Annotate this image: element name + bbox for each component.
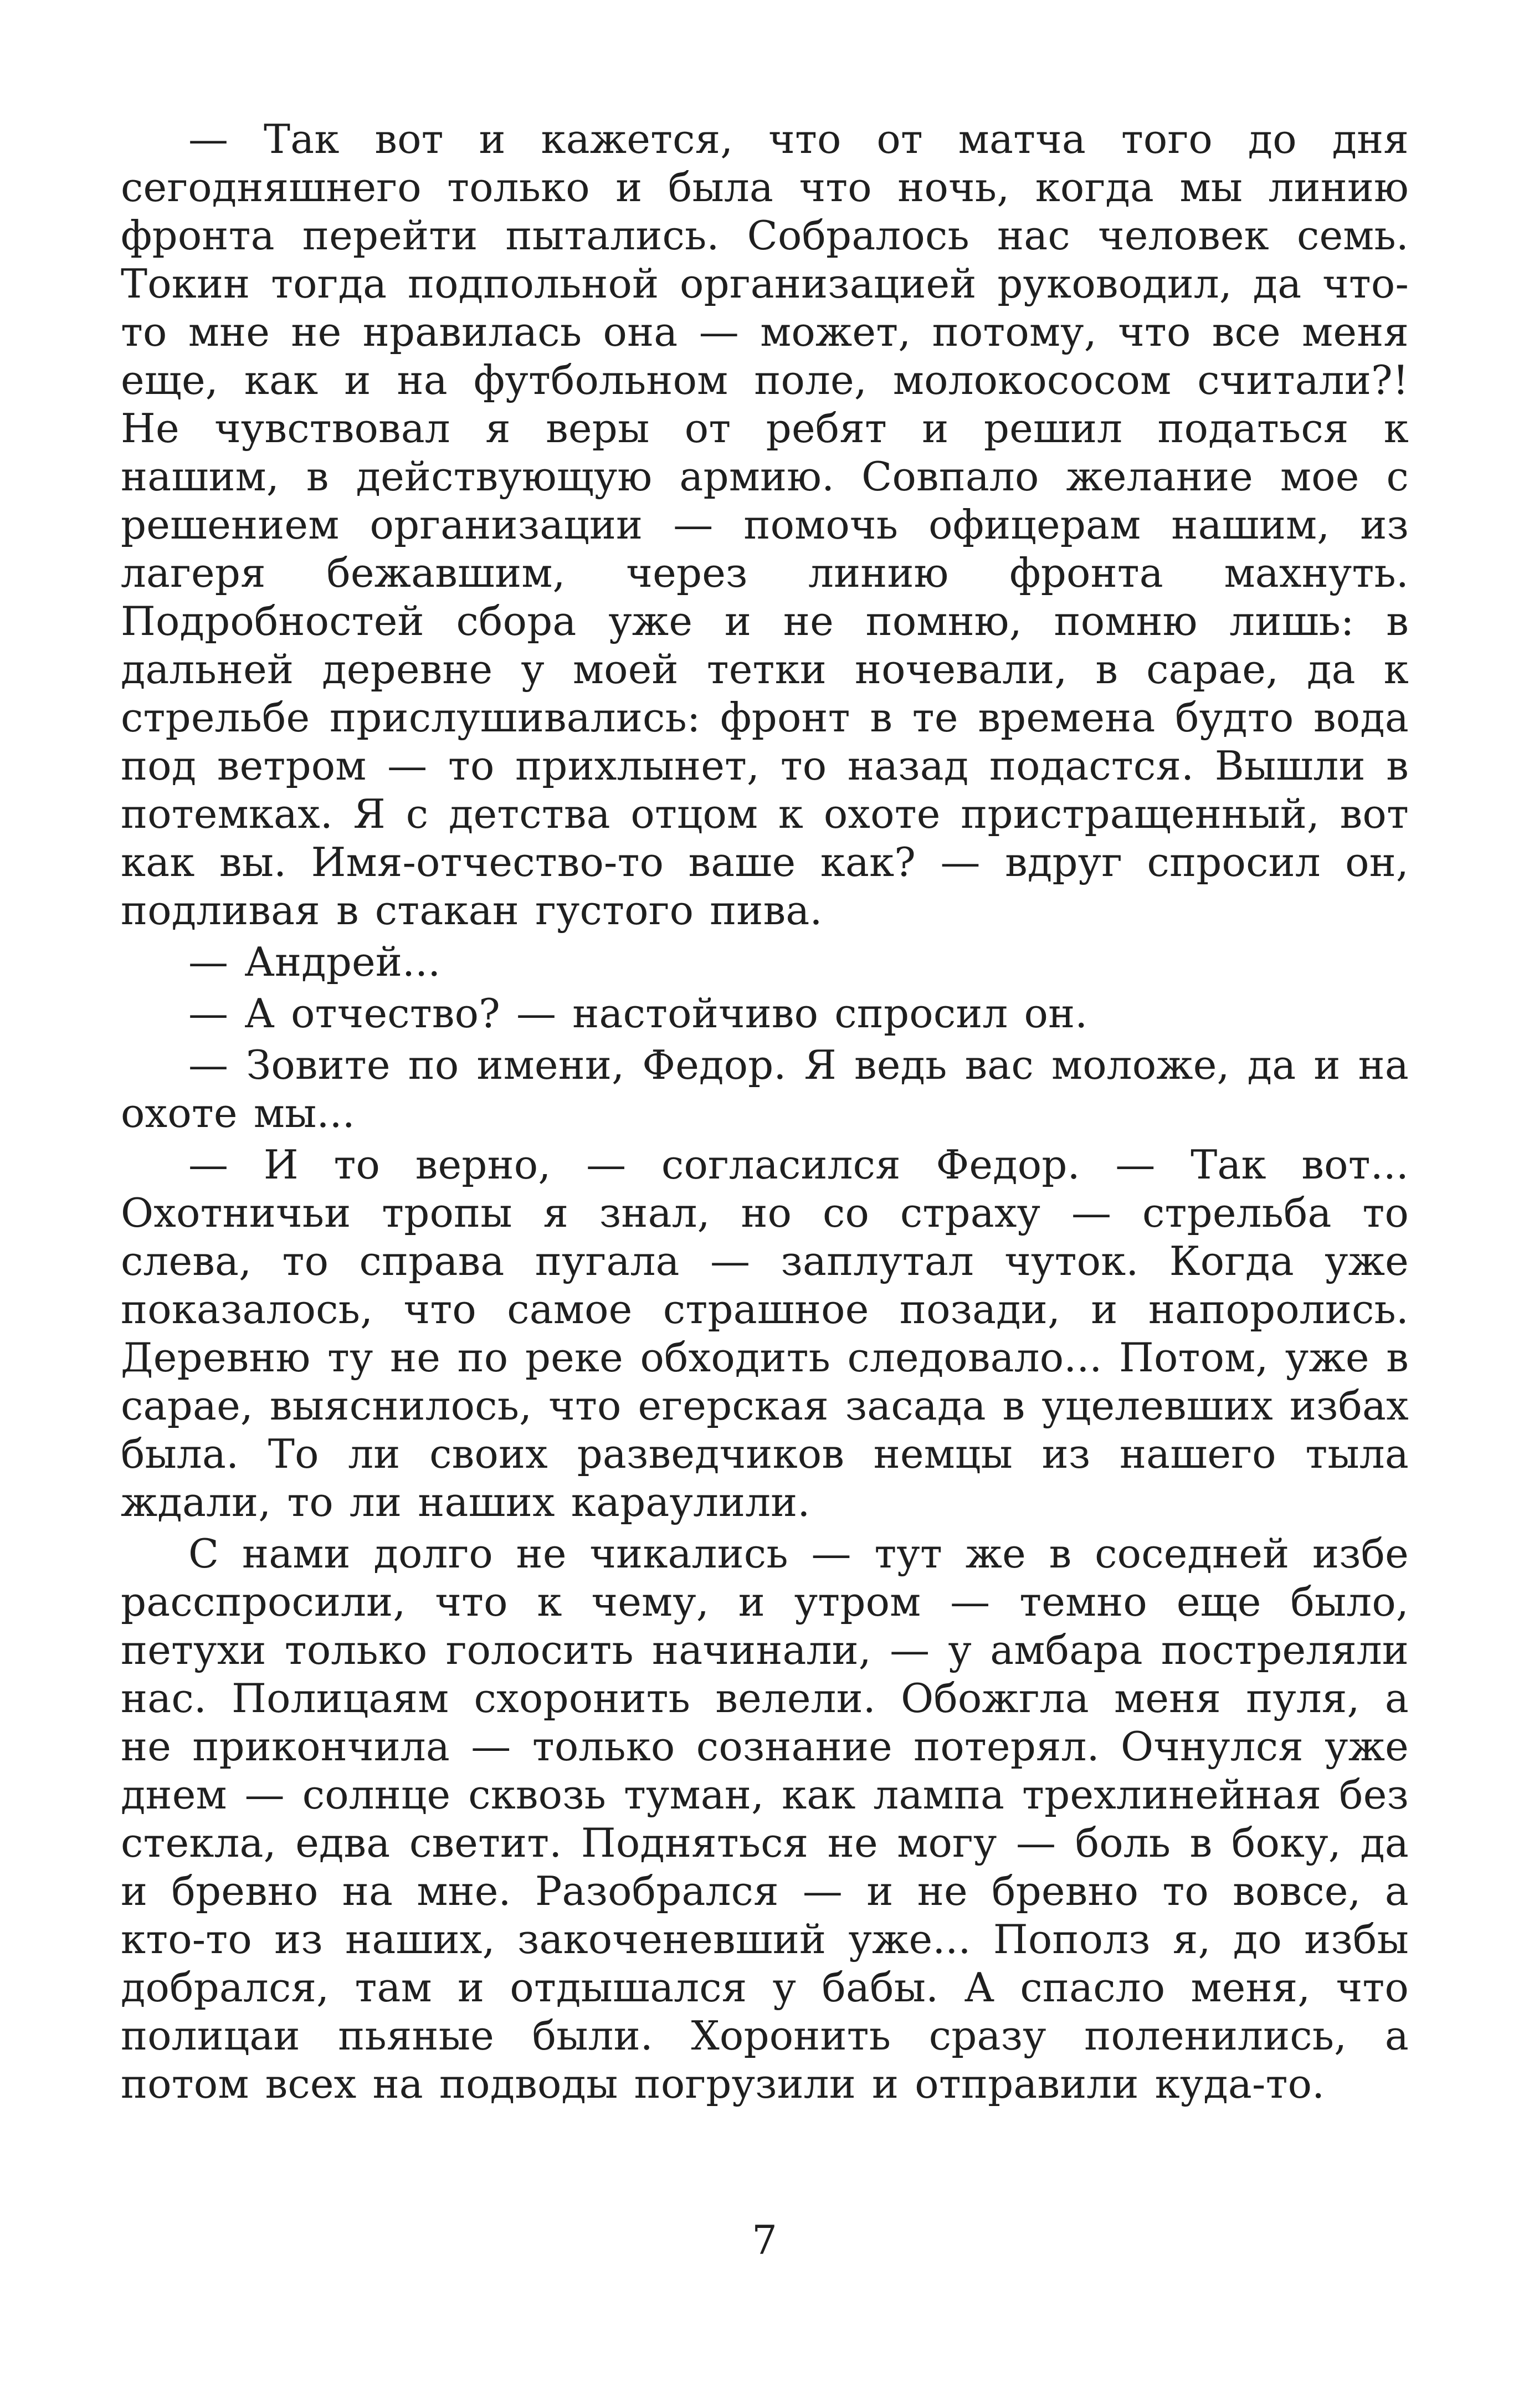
paragraph-2: — Андрей... [188,939,441,985]
paragraph-5: — И то верно, — согласился Федор. — Так вот... Охотничьи тропы я знал, но со страху — стрельба то слева, то справа пугала — заплутал чуток. Когда уже показалось, что самое страшное позади, и напоролись. Деревню ту не по реке обходить следовало... Потом, уже в сарае, выяснилось, что егерская засада в уцелевших избах была. То ли своих разведчиков немцы из нашего тыла ждали, то ли наших караулили. [121,1141,1409,1525]
page-number: 7 [752,2217,777,2263]
paragraph-4: — Зовите по имени, Федор. Я ведь вас моложе, да и на охоте мы... [121,1042,1409,1136]
body-text [121,115,1409,2112]
paragraph-6: С нами долго не чикались — тут же в соседней избе расспросили, что к чему, и утром — темно еще было, петухи только голосить начинали, — у амбара постреляли нас. Полицаям схоронить велели. Обожгла меня пуля, а не прикончила — только сознание потерял. Очнулся уже днем — солнце сквозь туман, как лампа трехлинейная без стекла, едва светит. Подняться не могу — боль в боку, да и бревно на мне. Разобрался — и не бревно то вовсе, а кто-то из наших, закоченевший уже... Пополз я, до избы добрался, там и отдышался у бабы. А спасло меня, что полицаи пьяные были. Хоронить сразу поленились, а потом всех на подводы погрузили и отправили куда-то. [121,1530,1409,2107]
paragraph-1: — Так вот и кажется, что от матча того до дня сегодняшнего только и была что ночь, когда мы линию фронта перейти пытались. Собралось нас человек семь. Токин тогда подпольной организацией руководил, да что-то мне не нравилась она — может, потому, что все меня еще, как и на футбольном поле, молокососом считали?! Не чувствовал я веры от ребят и решил податься к нашим, в действующую армию. Совпало желание мое с решением организации — помочь офицерам нашим, из лагеря бежавшим, через линию фронта махнуть. Подробностей сбора уже и не помню, помню лишь: в дальней деревне у моей тетки ночевали, в сарае, да к стрельбе прислушивались: фронт в те времена будто вода под ветром — то прихлынет, то назад подастся. Вышли в потемках. Я с детства отцом к охоте пристращенный, вот как вы. Имя-отчество-то ваше как? — вдруг спросил он, подливая в стакан густого пива. [121,116,1409,934]
paragraph-3: — А отчество? — настойчиво спросил он. [188,990,1088,1037]
